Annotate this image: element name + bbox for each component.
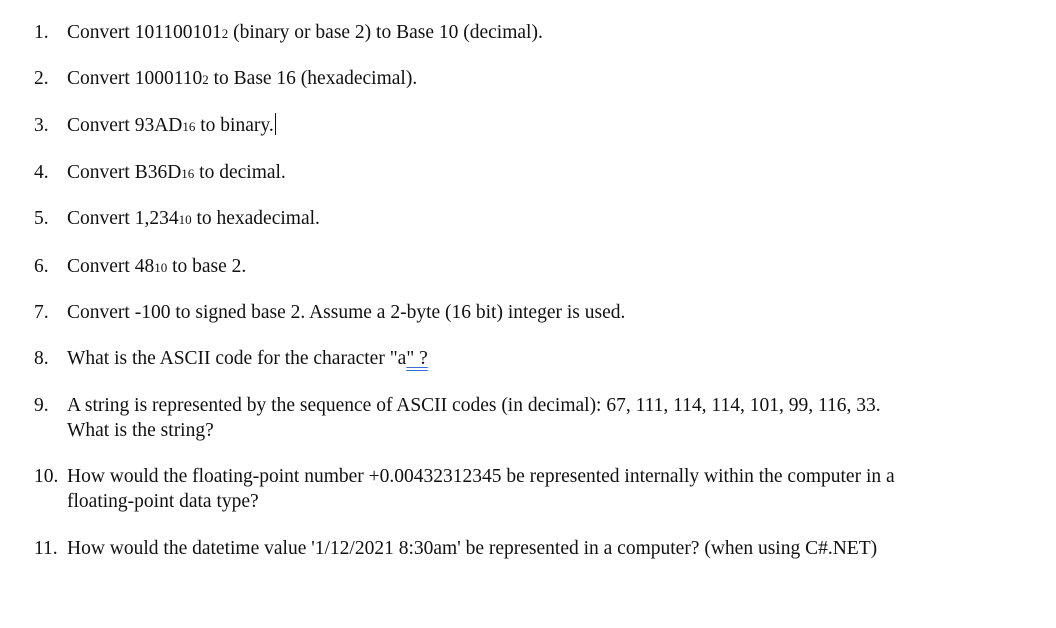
grammar-check-underline[interactable]: " ? xyxy=(406,348,428,369)
question-number: 10. xyxy=(34,466,59,487)
question-number: 6. xyxy=(34,256,49,277)
question-text-line-1: A string is represented by the sequence of ASCII codes (in decimal): 67, 111, 114, 114, 101, 99, 116, 33. xyxy=(67,395,881,416)
question-text: How would the datetime value '1/12/2021 8:30am' be represented in a computer? (when using C#.NET) xyxy=(67,538,878,559)
question-text: Convert B36D16 to decimal. xyxy=(67,162,286,183)
base-subscript: 10 xyxy=(178,212,192,227)
base-subscript: 16 xyxy=(182,119,196,134)
question-number: 4. xyxy=(34,162,49,183)
question-number: 8. xyxy=(34,348,49,369)
question-text-line-1: How would the floating-point number +0.00432312345 be represented internally within the computer in a xyxy=(67,466,895,487)
question-number: 3. xyxy=(34,115,49,136)
question-number: 2. xyxy=(34,68,49,89)
question-text: Convert 1,23410 to hexadecimal. xyxy=(67,208,320,229)
question-number: 5. xyxy=(34,208,49,229)
base-subscript: 16 xyxy=(181,166,195,181)
base-subscript: 2 xyxy=(202,72,209,87)
question-number: 1. xyxy=(34,22,49,43)
question-text: Convert 93AD16 to binary. xyxy=(67,113,276,139)
question-text: Convert 1011001012 (binary or base 2) to Base 10 (decimal). xyxy=(67,22,543,43)
question-number: 11. xyxy=(34,538,58,559)
question-text: What is the ASCII code for the character "a" ? xyxy=(67,348,428,369)
question-number: 7. xyxy=(34,302,49,323)
text-cursor xyxy=(275,113,277,135)
base-subscript: 2 xyxy=(221,26,229,41)
base-subscript: 10 xyxy=(154,260,168,275)
question-text: Convert 4810 to base 2. xyxy=(67,256,247,277)
question-text: Convert 10001102 to Base 16 (hexadecimal). xyxy=(67,68,418,89)
question-text: Convert -100 to signed base 2. Assume a 2-byte (16 bit) integer is used. xyxy=(67,302,626,323)
question-text-line-2: floating-point data type? xyxy=(67,491,259,512)
question-number: 9. xyxy=(34,395,49,416)
question-text-line-2: What is the string? xyxy=(67,420,214,441)
